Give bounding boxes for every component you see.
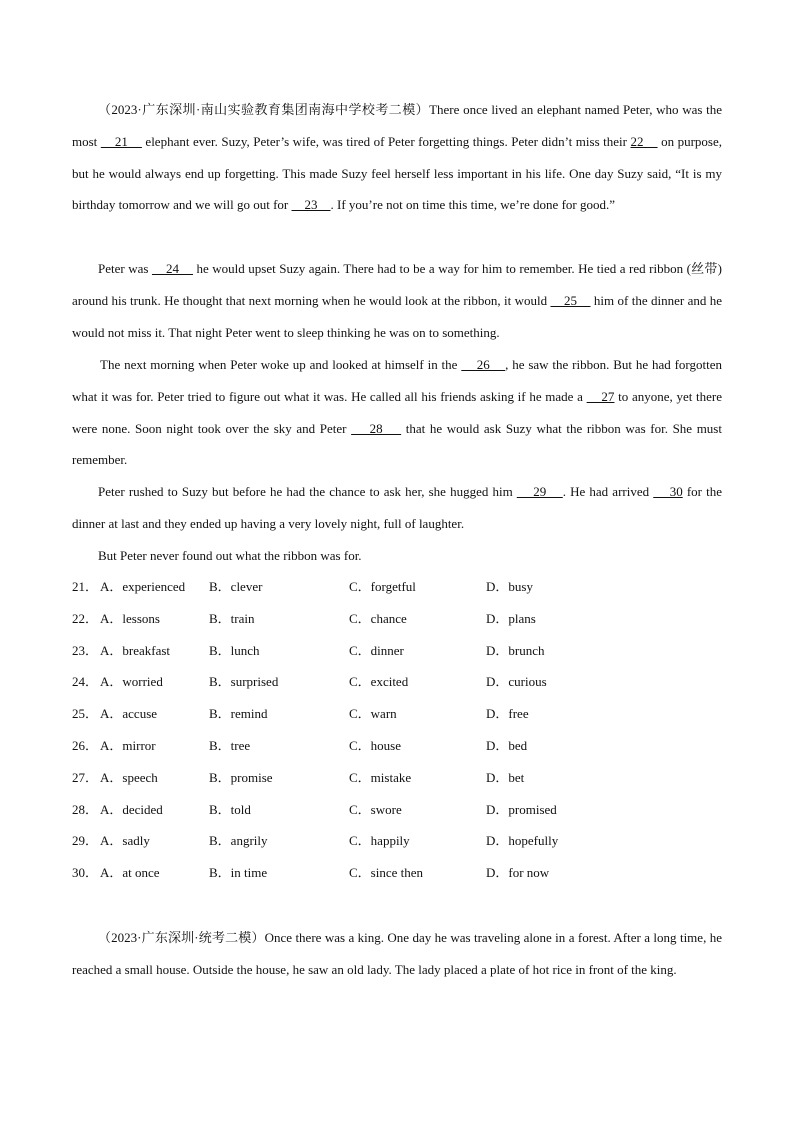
question-number: 24． — [72, 674, 99, 690]
option-d: D．curious — [486, 674, 547, 690]
answer-blank: 24 — [151, 261, 194, 276]
passage-text: , he saw the ribbon. But he had forgotten what it was for. Peter tried to figure out what it was. He called all his friends asking if he made a — [72, 357, 722, 404]
option-c: C．dinner — [349, 642, 404, 658]
question-number: 28． — [72, 801, 99, 817]
passage-text: that he would ask Suzy what the ribbon was for. She must remember. — [72, 420, 722, 468]
question-number: 26． — [72, 737, 99, 753]
passage-text: on purpose, but he would always end up forgetting. This made Suzy feel herself less important in his life. One day Suzy said, “It is my birthday tomorrow and we will go out for — [72, 133, 722, 213]
question-number: 23． — [72, 642, 99, 658]
question-number: 21． — [72, 579, 99, 594]
option-row — [72, 857, 722, 889]
option-row — [72, 730, 722, 762]
option-d: D．bet — [486, 769, 525, 785]
answer-blank: 30 — [653, 484, 683, 499]
option-c: C．house — [349, 737, 402, 753]
passage1-paragraph-4 — [72, 476, 722, 540]
passage-text: elephant ever. Suzy, Peter’s wife, was tired of Peter forgetting things. Peter didn’t miss their — [141, 133, 631, 149]
passage1-paragraph-5 — [72, 540, 722, 572]
option-b: B．train — [209, 610, 255, 626]
question-number: 30． — [72, 865, 99, 881]
option-a: A．decided — [100, 801, 163, 817]
option-row — [72, 825, 722, 857]
option-d: D．plans — [486, 610, 536, 626]
option-a: A．worried — [100, 674, 163, 690]
answer-blank: 21 — [100, 133, 142, 149]
passage-text: . If you’re not on time this time, we’re done for good.” — [330, 197, 615, 213]
option-row — [72, 603, 722, 635]
option-d: D．busy — [486, 579, 533, 594]
option-d: D．bed — [486, 737, 528, 753]
passage-text: for the dinner at last and they ended up having a very lovely night, full of laughter. — [72, 484, 722, 531]
option-a: A．accuse — [100, 706, 158, 722]
passage-text: . He had arrived — [562, 484, 654, 499]
question-number: 25． — [72, 706, 99, 722]
answer-blank: 26 — [461, 357, 506, 372]
option-row — [72, 666, 722, 698]
option-c: C．chance — [349, 610, 407, 626]
option-b: B．remind — [209, 706, 268, 722]
passage1-paragraph-1 — [72, 94, 722, 221]
option-a: A．breakfast — [100, 642, 171, 658]
option-a: A．at once — [100, 865, 160, 881]
answer-blank: 23 — [291, 197, 331, 213]
passage-text: Peter rushed to Suzy but before he had the chance to ask her, she hugged him — [98, 484, 517, 499]
option-b: B．angrily — [209, 833, 268, 849]
option-c: C．swore — [349, 801, 402, 817]
passage-text: him of the dinner and he would not miss it. That night Peter went to sleep thinking he was on to something. — [72, 292, 723, 340]
answer-blank: 22 — [630, 133, 658, 149]
question-number: 27． — [72, 769, 99, 785]
option-d: D．brunch — [486, 642, 545, 658]
option-c: C．since then — [349, 865, 424, 881]
option-row — [72, 762, 722, 794]
passage-text: The next morning when Peter woke up and looked at himself in the — [100, 357, 462, 372]
answer-options — [72, 571, 722, 889]
option-row — [72, 794, 722, 826]
option-c: C．excited — [349, 674, 409, 690]
passage1-paragraph-2 — [72, 253, 722, 348]
passage-text: Peter was — [98, 261, 152, 276]
passage-text: But Peter never found out what the ribbon was for. — [98, 548, 362, 563]
option-c: C．happily — [349, 833, 410, 849]
option-b: B．promise — [209, 769, 273, 785]
answer-blank: 29 — [516, 484, 563, 499]
passage-text: to anyone, yet there were none. Soon night took over the sky and Peter — [72, 388, 723, 436]
passage-text: （2023·广东深圳·南山实验教育集团南海中学校考二模）There once lived an elephant named Peter, who was the most — [72, 102, 722, 149]
option-a: A．mirror — [100, 737, 156, 753]
passage-text: he would upset Suzy again. There had to be a way for him to remember. He tied a red ribbon (丝带) around his trunk. He thought that next morning when he would look at the ribbon, it would — [72, 261, 723, 308]
option-b: B．lunch — [209, 642, 260, 658]
option-c: C．warn — [349, 706, 397, 722]
passage1-paragraph-3 — [72, 349, 722, 476]
option-row — [72, 698, 722, 730]
option-row — [72, 635, 722, 667]
option-b: B．in time — [209, 865, 268, 881]
option-a: A．lessons — [100, 610, 160, 626]
passage2-paragraph-1 — [72, 922, 722, 986]
question-number: 22． — [72, 610, 99, 626]
option-a: A．speech — [100, 769, 158, 785]
option-b: B．tree — [209, 737, 251, 753]
option-a: A．sadly — [100, 833, 150, 849]
option-d: D．promised — [486, 801, 557, 817]
option-d: D．hopefully — [486, 833, 559, 849]
option-row — [72, 571, 722, 603]
option-b: B．clever — [209, 579, 263, 594]
answer-blank: 25 — [550, 292, 591, 308]
option-d: D．for now — [486, 865, 550, 881]
option-c: C．mistake — [349, 769, 412, 785]
passage-text: （2023·广东深圳·统考二模）Once there was a king. One day he was traveling alone in a forest. After a long time, he reached a small house. Outside the house, he saw an old lady. The lady placed a plate of hot rice in front of the king. — [72, 930, 722, 977]
option-b: B．told — [209, 801, 251, 817]
option-a: A．experienced — [100, 579, 186, 594]
option-b: B．surprised — [209, 674, 279, 690]
question-number: 29． — [72, 833, 99, 849]
option-c: C．forgetful — [349, 579, 416, 594]
option-d: D．free — [486, 706, 529, 722]
answer-blank: 28 — [351, 420, 402, 436]
answer-blank: 27 — [586, 388, 615, 404]
